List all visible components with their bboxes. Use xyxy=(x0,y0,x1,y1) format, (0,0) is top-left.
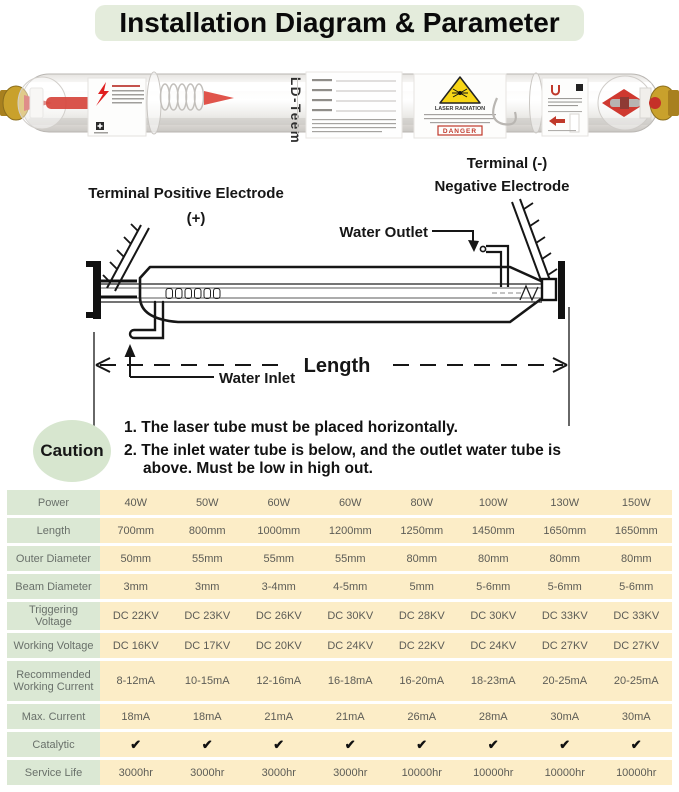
page-title: Installation Diagram & Parameter xyxy=(95,5,583,41)
caution-item-2: 2. The inlet water tube is below, and the outlet water tube is above. Must be low in high out. xyxy=(124,441,561,477)
value-cell: 20-25mA xyxy=(529,661,601,701)
value-cell: 18mA xyxy=(172,704,244,729)
row-label: Working Voltage xyxy=(7,633,100,658)
value-cell: 50W xyxy=(172,490,244,515)
value-cell: 10000hr xyxy=(601,760,673,785)
value-cell: 150W xyxy=(601,490,673,515)
value-cell: DC 30KV xyxy=(315,602,387,630)
right-ground-label xyxy=(542,78,588,136)
value-cell: 18mA xyxy=(100,704,172,729)
table-row xyxy=(7,518,672,543)
value-cell: 3000hr xyxy=(243,760,315,785)
table-row xyxy=(7,732,672,757)
value-cell: ✔ xyxy=(529,732,601,757)
value-cell: 5mm xyxy=(386,574,458,599)
value-cell: 12-16mA xyxy=(243,661,315,701)
value-cell: 10-15mA xyxy=(172,661,244,701)
inner-tube xyxy=(101,284,542,302)
value-cell: 3mm xyxy=(100,574,172,599)
value-cell: 3000hr xyxy=(100,760,172,785)
value-cell: 1650mm xyxy=(601,518,673,543)
value-cell: DC 22KV xyxy=(386,633,458,658)
value-cell: DC 20KV xyxy=(243,633,315,658)
value-cell: 55mm xyxy=(315,546,387,571)
left-spec-label xyxy=(88,78,146,136)
caution-item-1: 1. The laser tube must be placed horizontally. xyxy=(124,419,458,436)
value-cell: 3mm xyxy=(172,574,244,599)
value-cell: 5-6mm xyxy=(529,574,601,599)
value-cell: 3000hr xyxy=(172,760,244,785)
table-row xyxy=(7,490,672,515)
table-row xyxy=(7,546,672,571)
terminal-negative-label-line2: Negative Electrode xyxy=(434,178,570,195)
water-inlet-pipe xyxy=(130,302,163,338)
water-inlet-arrow xyxy=(125,344,215,377)
value-cell: 5-6mm xyxy=(601,574,673,599)
value-cell: 1250mm xyxy=(386,518,458,543)
value-cell: 1450mm xyxy=(458,518,530,543)
value-cell: DC 26KV xyxy=(243,602,315,630)
value-cell: 700mm xyxy=(100,518,172,543)
table-row xyxy=(7,633,672,658)
terminal-positive-label-line1: Terminal Positive Electrode xyxy=(88,185,284,202)
value-cell: 26mA xyxy=(386,704,458,729)
table-row xyxy=(7,661,672,701)
brand-text: LD-Teem xyxy=(288,77,303,145)
value-cell: ✔ xyxy=(601,732,673,757)
value-cell: ✔ xyxy=(100,732,172,757)
row-label: Length xyxy=(7,518,100,543)
terminal-negative-label-line1: Terminal (-) xyxy=(466,155,548,172)
value-cell: 40W xyxy=(100,490,172,515)
value-cell: DC 27KV xyxy=(529,633,601,658)
value-cell: 18-23mA xyxy=(458,661,530,701)
laser-warning-label xyxy=(414,74,506,138)
parameter-table-body xyxy=(7,490,672,785)
laser-tube-photo xyxy=(0,58,679,148)
value-cell: 30mA xyxy=(601,704,673,729)
value-cell: DC 30KV xyxy=(458,602,530,630)
value-cell: 60W xyxy=(315,490,387,515)
value-cell: 4-5mm xyxy=(315,574,387,599)
value-cell: 80mm xyxy=(386,546,458,571)
value-cell: 100W xyxy=(458,490,530,515)
value-cell: DC 24KV xyxy=(315,633,387,658)
title-bar xyxy=(0,5,679,41)
right-electrode-assembly xyxy=(598,76,679,130)
value-cell: 16-20mA xyxy=(386,661,458,701)
value-cell: DC 23KV xyxy=(172,602,244,630)
value-cell: 1200mm xyxy=(315,518,387,543)
value-cell: DC 17KV xyxy=(172,633,244,658)
value-cell: 5-6mm xyxy=(458,574,530,599)
value-cell: DC 16KV xyxy=(100,633,172,658)
value-cell: 50mm xyxy=(100,546,172,571)
value-cell: DC 24KV xyxy=(458,633,530,658)
value-cell: ✔ xyxy=(458,732,530,757)
value-cell: 80mm xyxy=(458,546,530,571)
value-cell: DC 22KV xyxy=(100,602,172,630)
water-inlet-label: Water Inlet xyxy=(219,370,296,387)
value-cell: ✔ xyxy=(315,732,387,757)
glass-ring xyxy=(147,72,161,134)
value-cell: DC 33KV xyxy=(529,602,601,630)
water-outlet-arrow xyxy=(432,231,479,252)
row-label: Power xyxy=(7,490,100,515)
warning-title: LASER RADIATION xyxy=(434,106,486,112)
water-outlet-label: Water Outlet xyxy=(339,224,428,241)
value-cell: 130W xyxy=(529,490,601,515)
length-label: Length xyxy=(303,355,371,377)
row-label: Recommended Working Current xyxy=(7,661,100,701)
installation-diagram xyxy=(0,145,679,430)
table-row xyxy=(7,574,672,599)
row-label: Service Life xyxy=(7,760,100,785)
value-cell: 10000hr xyxy=(458,760,530,785)
caution-list xyxy=(124,419,579,483)
value-cell: 1650mm xyxy=(529,518,601,543)
value-cell: 60W xyxy=(243,490,315,515)
value-cell: 21mA xyxy=(315,704,387,729)
black-square-icon xyxy=(576,84,583,91)
row-label: Outer Diameter xyxy=(7,546,100,571)
danger-badge xyxy=(438,126,482,135)
value-cell: 20-25mA xyxy=(601,661,673,701)
negative-electrode-wire xyxy=(512,199,557,286)
value-cell: 80mm xyxy=(529,546,601,571)
row-label: Catalytic xyxy=(7,732,100,757)
value-cell: 16-18mA xyxy=(315,661,387,701)
value-cell: 55mm xyxy=(172,546,244,571)
value-cell: 28mA xyxy=(458,704,530,729)
table-row xyxy=(7,760,672,785)
row-label: Triggering Voltage xyxy=(7,602,100,630)
value-cell: 10000hr xyxy=(529,760,601,785)
value-cell: 1000mm xyxy=(243,518,315,543)
glass-ring-right xyxy=(530,73,543,133)
value-cell: ✔ xyxy=(172,732,244,757)
spec-form-label xyxy=(306,72,402,138)
value-cell: 21mA xyxy=(243,704,315,729)
table-row xyxy=(7,704,672,729)
value-cell: 3000hr xyxy=(315,760,387,785)
value-cell: DC 28KV xyxy=(386,602,458,630)
terminal-positive-label-line2: (+) xyxy=(186,210,206,227)
caution-badge: Caution xyxy=(33,420,111,482)
value-cell: ✔ xyxy=(386,732,458,757)
left-end-cap xyxy=(86,261,137,319)
value-cell: DC 27KV xyxy=(601,633,673,658)
svg-text:DANGER: DANGER xyxy=(442,128,478,135)
row-label: Beam Diameter xyxy=(7,574,100,599)
value-cell: 80W xyxy=(386,490,458,515)
row-label: Max. Current xyxy=(7,704,100,729)
value-cell: 10000hr xyxy=(386,760,458,785)
value-cell: 55mm xyxy=(243,546,315,571)
value-cell: 80mm xyxy=(601,546,673,571)
caution-section xyxy=(33,419,579,483)
value-cell: 30mA xyxy=(529,704,601,729)
value-cell: DC 33KV xyxy=(601,602,673,630)
tube-outline xyxy=(140,267,541,322)
table-row xyxy=(7,602,672,630)
value-cell: 800mm xyxy=(172,518,244,543)
value-cell: 3-4mm xyxy=(243,574,315,599)
value-cell: 8-12mA xyxy=(100,661,172,701)
parameter-table xyxy=(7,487,672,788)
value-cell: ✔ xyxy=(243,732,315,757)
